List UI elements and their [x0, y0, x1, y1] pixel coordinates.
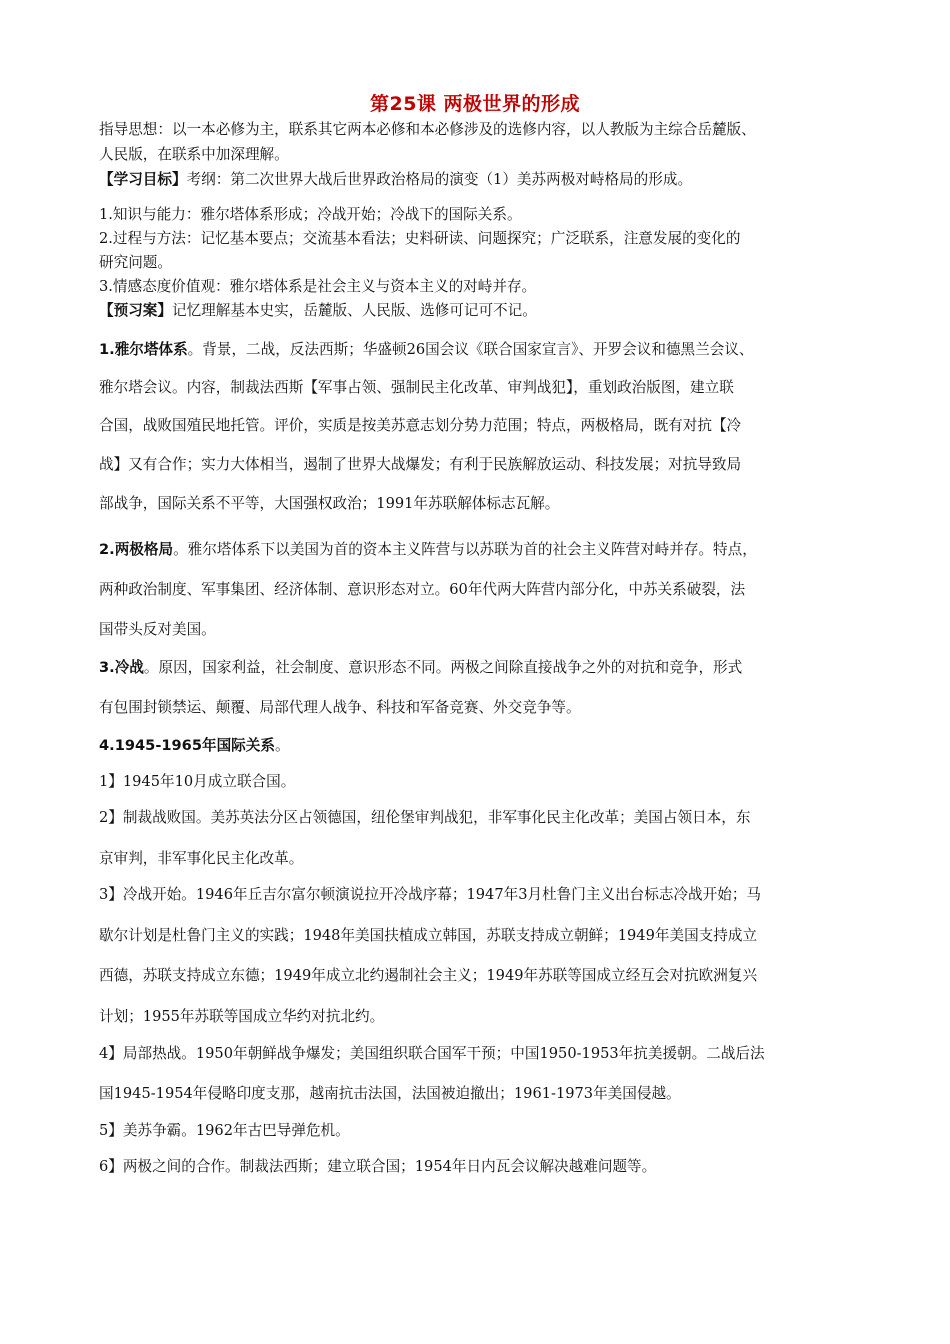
- guide-line-2: 人民版，在联系中加深理解。: [99, 146, 289, 163]
- goals-label: 【学习目标】: [99, 171, 187, 188]
- section-3-line-2: 有包围封锁禁运、颠覆、局部代理人战争、科技和军备竞赛、外交竞争等。: [99, 699, 581, 716]
- item-3-line-3: 西德，苏联支持成立东德；1949年成立北约遏制社会主义；1949年苏联等国成立经互会对抗欧洲复兴: [99, 967, 758, 984]
- item-4-line-1: 4】局部热战。1950年朝鲜战争爆发；美国组织联合国军干预；中国1950-1953年抗美援朝。二战后法: [99, 1045, 765, 1062]
- goals-outline-text: 考纲：第二次世界大战后世界政治格局的演变（1）美苏两极对峙格局的形成。: [186, 171, 693, 188]
- item-6: 6】两极之间的合作。制裁法西斯；建立联合国；1954年日内瓦会议解决越难问题等。: [99, 1158, 657, 1175]
- section-2-line-3: 国带头反对美国。: [99, 621, 216, 638]
- section-2-line-2: 两种政治制度、军事集团、经济体制、意识形态对立。60年代两大阵营内部分化，中苏关系破裂，法: [99, 581, 746, 598]
- section-1-line-2: 雅尔塔会议。内容，制裁法西斯【军事占领、强制民主化改革、审判战犯】，重划政治版图，建立联: [99, 379, 734, 396]
- item-2-line-2: 京审判，非军事化民主化改革。: [99, 850, 304, 867]
- section-4-heading-line: 4.1945-1965年国际关系。: [99, 737, 290, 754]
- item-3-line-1: 3】冷战开始。1946年丘吉尔富尔顿演说拉开冷战序幕；1947年3月杜鲁门主义出台标志冷战开始；马: [99, 886, 762, 903]
- item-4-line-2: 国1945-1954年侵略印度支那，越南抗击法国，法国被迫撤出；1961-1973年美国侵越。: [99, 1085, 681, 1102]
- goals-outline: [99, 170, 692, 190]
- section-3-heading: 3.冷战: [99, 659, 144, 676]
- goal-process-1: 2.过程与方法：记忆基本要点；交流基本看法；史料研读、问题探究；广泛联系，注意发展的变化的: [99, 230, 741, 247]
- item-2-line-1: 2】制裁战败国。美苏英法分区占领德国，纽伦堡审判战犯，非军事化民主化改革；美国占领日本，东: [99, 809, 751, 826]
- lesson-title: 第25课 两极世界的形成: [369, 93, 581, 115]
- goal-attitude: 3.情感态度价值观：雅尔塔体系是社会主义与资本主义的对峙并存。: [99, 278, 537, 295]
- section-2-heading: 2.两极格局: [99, 541, 174, 558]
- section-4-heading: 4.1945-1965年国际关系: [99, 737, 275, 754]
- preview-label: 【预习案】: [99, 302, 172, 319]
- preview-text: 记忆理解基本史实，岳麓版、人民版、选修可记可不记。: [171, 302, 537, 319]
- section-1-line-5: 部战争，国际关系不平等，大国强权政治；1991年苏联解体标志瓦解。: [99, 495, 560, 512]
- section-2-line-1: 2.两极格局。雅尔塔体系下以美国为首的资本主义阵营与以苏联为首的社会主义阵营对峙并存。特点，: [99, 541, 757, 558]
- section-3-line-1: 3.冷战。原因，国家利益，社会制度、意识形态不同。两极之间除直接战争之外的对抗和竞争，形式: [99, 659, 743, 676]
- item-3-line-2: 歇尔计划是杜鲁门主义的实践；1948年美国扶植成立韩国，苏联支持成立朝鲜；1949年美国支持成立: [99, 927, 758, 944]
- section-1-heading: 1.雅尔塔体系: [99, 341, 188, 358]
- preview-line: [99, 301, 537, 321]
- goal-knowledge: 1.知识与能力：雅尔塔体系形成；冷战开始；冷战下的国际关系。: [99, 206, 522, 223]
- item-5: 5】美苏争霸。1962年古巴导弹危机。: [99, 1122, 350, 1139]
- section-1-line-1: 1.雅尔塔体系。背景，二战，反法西斯；华盛顿26国会议《联合国家宣言》、开罗会议和德黑兰会议、: [99, 341, 754, 358]
- guide-line-1: 指导思想：以一本必修为主，联系其它两本必修和本必修涉及的选修内容，以人教版为主综合岳麓版、: [99, 121, 756, 138]
- section-1-line-3: 合国，战败国殖民地托管。评价，实质是按美苏意志划分势力范围；特点，两极格局，既有对抗【冷: [99, 417, 742, 434]
- section-1-line-4: 战】又有合作；实力大体相当，遏制了世界大战爆发；有利于民族解放运动、科技发展；对抗导致局: [99, 456, 742, 473]
- item-1: 1】1945年10月成立联合国。: [99, 773, 296, 790]
- item-3-line-4: 计划；1955年苏联等国成立华约对抗北约。: [99, 1008, 385, 1025]
- goal-process-2: 研究问题。: [99, 254, 172, 271]
